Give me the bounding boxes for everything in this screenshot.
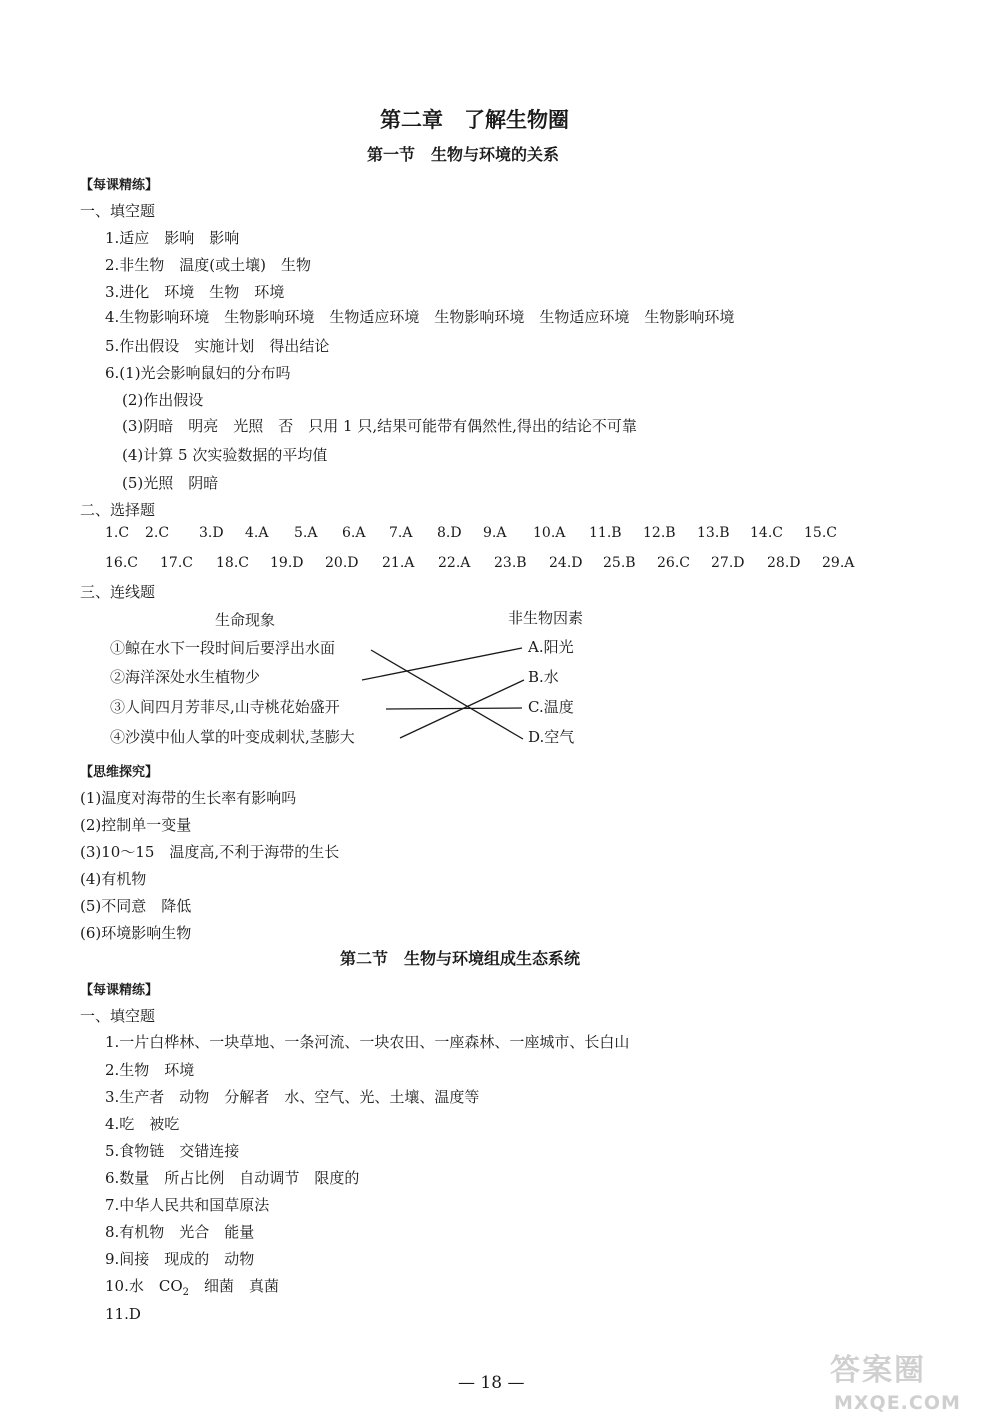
choice-answer: 20.D — [325, 555, 359, 571]
think-answer: (3)10～15 温度高,不利于海带的生长 — [80, 843, 340, 861]
section1-choice-heading: 二、选择题 — [80, 501, 156, 519]
choice-answer: 6.A — [342, 525, 366, 541]
think-answer: (5)不同意 降低 — [80, 897, 192, 915]
match-right-item: C.温度 — [528, 698, 574, 716]
match-right-item: A.阳光 — [528, 638, 574, 656]
choice-answer: 13.B — [697, 525, 730, 541]
fill-answer: 1.一片白桦林、一块草地、一条河流、一块农田、一座森林、一座城市、长白山 — [105, 1033, 630, 1051]
chapter-title: 第二章 了解生物圈 — [380, 108, 569, 132]
think-answer: (1)温度对海带的生长率有影响吗 — [80, 789, 297, 807]
choice-answer: 27.D — [711, 555, 745, 571]
choice-answer: 21.A — [382, 555, 415, 571]
choice-answer: 11.B — [589, 525, 622, 541]
choice-answer: 19.D — [270, 555, 304, 571]
choice-answer: 1.C — [105, 525, 130, 541]
section1-fill-heading: 一、填空题 — [80, 202, 156, 220]
match-right-item: D.空气 — [528, 728, 575, 746]
fill-answer: 5.作出假设 实施计划 得出结论 — [105, 337, 330, 355]
section1-practice-label: 【每课精练】 — [80, 178, 159, 193]
match-right-header: 非生物因素 — [508, 609, 584, 627]
fill-answer-10-prefix: 10.水 CO — [105, 1277, 183, 1295]
think-answer: (2)控制单一变量 — [80, 816, 192, 834]
fill-answer: 8.有机物 光合 能量 — [105, 1223, 255, 1241]
choice-answer: 12.B — [643, 525, 676, 541]
choice-answer: 24.D — [549, 555, 583, 571]
choice-answer: 15.C — [804, 525, 837, 541]
fill-answer: 9.间接 现成的 动物 — [105, 1250, 255, 1268]
fill-answer-10 — [105, 1276, 279, 1303]
choice-answer: 4.A — [245, 525, 269, 541]
choice-answer: 3.D — [199, 525, 224, 541]
fill-answer: 4.生物影响环境 生物影响环境 生物适应环境 生物影响环境 生物适应环境 生物影响环境 — [105, 308, 735, 326]
choice-answer: 5.A — [294, 525, 318, 541]
fill-answer: 2.生物 环境 — [105, 1061, 195, 1079]
choice-answer: 26.C — [657, 555, 690, 571]
match-left-item: ③人间四月芳菲尽,山寺桃花始盛开 — [110, 698, 340, 716]
section2-fill-heading: 一、填空题 — [80, 1007, 156, 1025]
fill-answer: (3)阴暗 明亮 光照 否 只用 1 只,结果可能带有偶然性,得出的结论不可靠 — [122, 417, 637, 435]
choice-answer: 17.C — [160, 555, 193, 571]
choice-answer: 16.C — [105, 555, 138, 571]
match-left-item: ②海洋深处水生植物少 — [110, 668, 261, 686]
fill-answer: 6.数量 所占比例 自动调节 限度的 — [105, 1169, 360, 1187]
think-label: 【思维探究】 — [80, 765, 159, 780]
fill-answer: 7.中华人民共和国草原法 — [105, 1196, 270, 1214]
choice-answer: 2.C — [145, 525, 170, 541]
think-answer: (6)环境影响生物 — [80, 924, 192, 942]
connector-line — [386, 708, 522, 709]
section1-match-heading: 三、连线题 — [80, 583, 156, 601]
section1-title: 第一节 生物与环境的关系 — [367, 145, 560, 164]
fill-answer-10-suffix: 细菌 真菌 — [189, 1277, 280, 1295]
fill-answer: 1.适应 影响 影响 — [105, 229, 240, 247]
choice-answer: 23.B — [494, 555, 527, 571]
match-right-item: B.水 — [528, 668, 559, 686]
fill-answer: (5)光照 阴暗 — [122, 474, 219, 492]
watermark-logo: 答案圈 — [830, 1353, 926, 1388]
fill-answer: 6.(1)光会影响鼠妇的分布吗 — [105, 364, 291, 382]
match-left-item: ①鲸在水下一段时间后要浮出水面 — [110, 639, 336, 657]
watermark-url: MXQE.COM — [834, 1392, 961, 1414]
choice-answer: 29.A — [822, 555, 855, 571]
fill-answer: (2)作出假设 — [122, 391, 204, 409]
fill-answer: (4)计算 5 次实验数据的平均值 — [122, 446, 328, 464]
choice-answer: 22.A — [438, 555, 471, 571]
choice-answer: 14.C — [750, 525, 783, 541]
choice-answer: 28.D — [767, 555, 801, 571]
fill-answer: 3.生产者 动物 分解者 水、空气、光、土壤、温度等 — [105, 1088, 480, 1106]
page-number: — 18 — — [458, 1373, 525, 1393]
choice-answer: 9.A — [483, 525, 507, 541]
fill-answer: 2.非生物 温度(或土壤) 生物 — [105, 256, 312, 274]
match-left-header: 生命现象 — [215, 611, 276, 629]
choice-answer: 10.A — [533, 525, 566, 541]
section2-title: 第二节 生物与环境组成生态系统 — [340, 949, 581, 968]
match-left-item: ④沙漠中仙人掌的叶变成刺状,茎膨大 — [110, 728, 355, 746]
connector-line — [362, 648, 522, 680]
choice-answer: 18.C — [216, 555, 249, 571]
choice-answer: 7.A — [389, 525, 413, 541]
fill-answer: 3.进化 环境 生物 环境 — [105, 283, 285, 301]
fill-answer: 5.食物链 交错连接 — [105, 1142, 240, 1160]
think-answer: (4)有机物 — [80, 870, 147, 888]
choice-answer: 8.D — [437, 525, 462, 541]
fill-answer: 11.D — [105, 1305, 141, 1323]
fill-answer: 4.吃 被吃 — [105, 1115, 180, 1133]
co2-subscript: 2 — [182, 1287, 190, 1298]
section2-practice-label: 【每课精练】 — [80, 983, 159, 998]
choice-answer: 25.B — [603, 555, 636, 571]
